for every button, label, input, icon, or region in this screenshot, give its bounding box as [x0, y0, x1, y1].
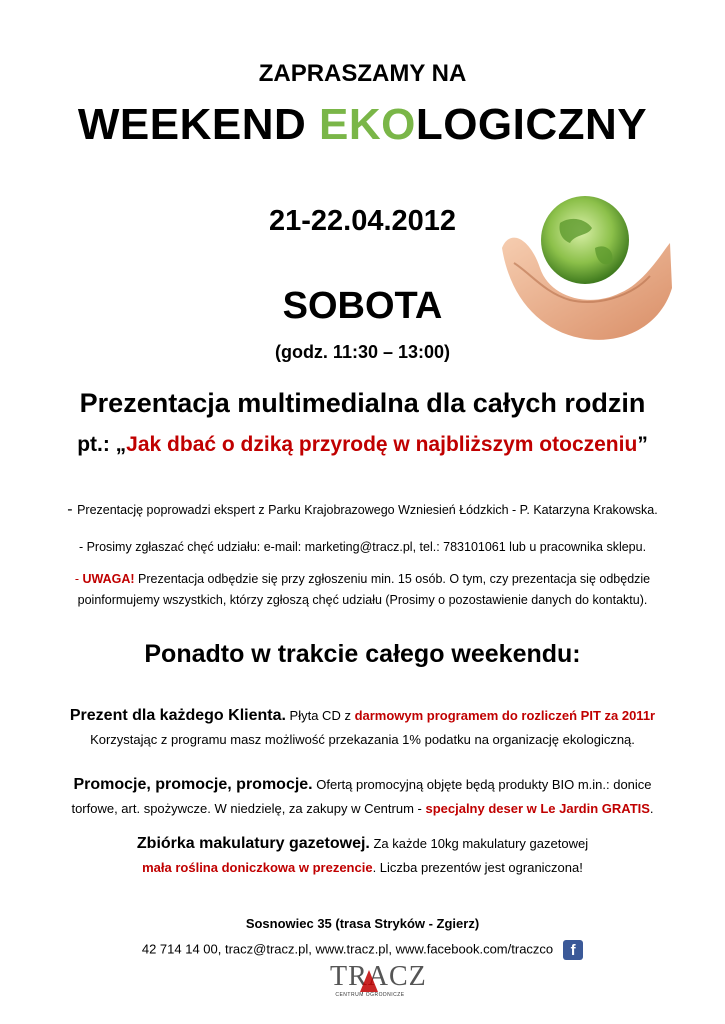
paper-text: Za każde 10kg makulatury gazetowej	[369, 836, 589, 851]
note1-dash: -	[67, 501, 78, 518]
promo-item	[0, 773, 725, 821]
paper-highlight: mała roślina doniczkowa w prezencie	[142, 860, 373, 875]
contact-line	[0, 940, 725, 960]
subtitle-title: Jak dbać o dziką przyrodę w najbliższym otoczeniu	[126, 433, 638, 456]
invite-heading: ZAPRASZAMY NA	[258, 60, 467, 87]
presenter-note	[0, 499, 725, 521]
title-part-eko: EKO	[318, 100, 416, 149]
title-part-weekend: WEEKEND	[77, 100, 319, 149]
event-title	[0, 100, 725, 150]
note1-text: Prezentację poprowadzi ekspert z Parku Krajobrazowego Wzniesień Łódzkich - P. Katarzyna Krakowska.	[77, 503, 658, 517]
warning-note	[0, 569, 725, 611]
event-hours: (godz. 11:30 – 13:00)	[274, 342, 451, 362]
tracz-logo	[330, 961, 427, 1010]
presentation-subtitle	[0, 433, 725, 457]
gift-highlight: darmowym programem do rozliczeń PIT za 2011r	[354, 708, 656, 723]
promo-text: Ofertą promocyjną objęte będą produkty BIO m.in.: donice	[312, 777, 652, 792]
gift-heading: Prezent dla każdego Klienta.	[69, 707, 286, 724]
event-date: 21-22.04.2012	[268, 205, 457, 237]
note3-line1: Prezentacja odbędzie się przy zgłoszeniu min. 15 osób. O tym, czy prezentacja się odbędzie	[134, 572, 651, 586]
facebook-icon[interactable]: f	[563, 940, 583, 960]
subtitle-prefix: pt.: „	[77, 433, 127, 456]
title-part-logiczny: LOGICZNY	[415, 100, 648, 149]
promo-end: .	[649, 801, 654, 816]
promo-heading: Promocje, promocje, promocje.	[73, 776, 313, 793]
warning-label: UWAGA!	[82, 572, 135, 586]
logo-subtitle: CENTRUM OGRODNICZE	[335, 992, 405, 998]
subtitle-suffix: ”	[637, 433, 648, 456]
gift-line2: Korzystając z programu masz możliwość przekazania 1% podatku na organizację ekologiczną.	[90, 732, 635, 747]
presentation-headline: Prezentacja multimedialna dla całych rodzin	[79, 388, 646, 418]
logo-word: TRACZ	[330, 961, 427, 992]
note3-line2: poinformujemy wszystkich, którzy zgłoszą chęć udziału (Prosimy o pozostawienie danych do kontaktu).	[77, 593, 648, 607]
logo-tree-icon	[360, 970, 378, 992]
weekend-heading: Ponadto w trakcie całego weekendu:	[144, 640, 581, 668]
promo-line2: torfowe, art. spożywcze. W niedzielę, za zakupy w Centrum -	[71, 801, 426, 816]
paper-heading: Zbiórka makulatury gazetowej.	[136, 835, 370, 852]
paper-collection-item	[0, 832, 725, 880]
promo-highlight: specjalny deser w Le Jardin GRATIS	[425, 801, 650, 816]
note3-dash: -	[74, 572, 83, 586]
gift-text: Płyta CD z	[285, 708, 355, 723]
gift-item	[0, 704, 725, 752]
day-heading: SOBOTA	[282, 285, 443, 327]
signup-note: - Prosimy zgłaszać chęć udziału: e-mail: marketing@tracz.pl, tel.: 783101061 lub u pracownika sklepu.	[78, 540, 647, 554]
contact-text[interactable]: 42 714 14 00, tracz@tracz.pl, www.tracz.pl, www.facebook.com/traczco	[141, 941, 554, 957]
store-address: Sosnowiec 35 (trasa Stryków - Zgierz)	[245, 916, 480, 931]
paper-end: . Liczba prezentów jest ograniczona!	[372, 860, 583, 875]
